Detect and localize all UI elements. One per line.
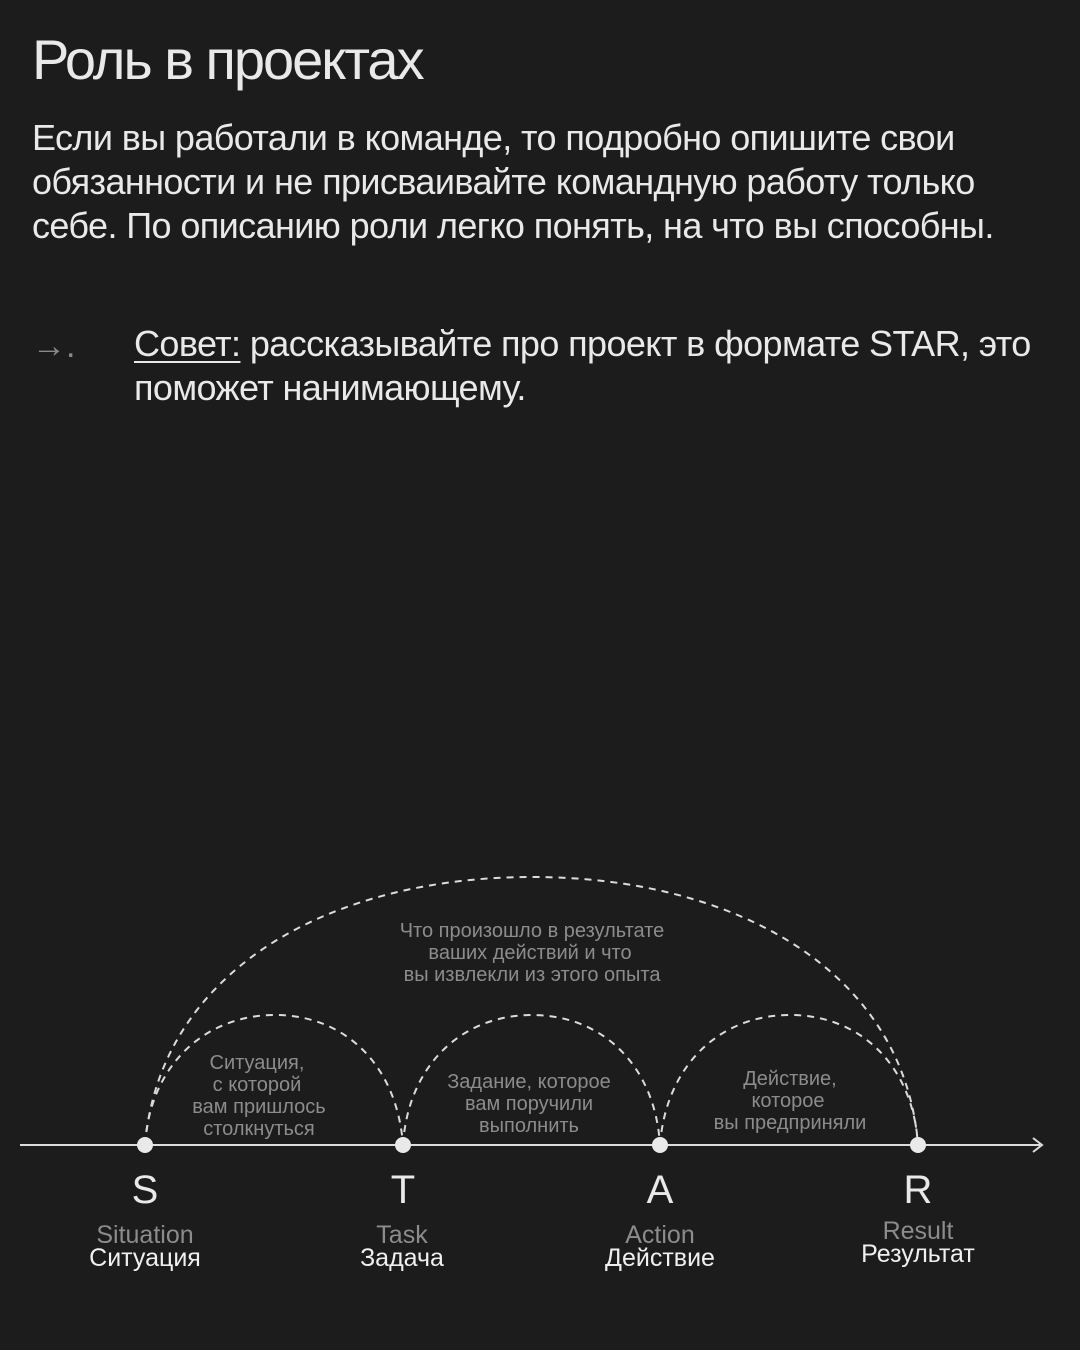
- tip-label: Совет:: [134, 323, 241, 364]
- situation-description: [192, 1052, 325, 1140]
- action-desc-line-1: Действие,: [743, 1068, 837, 1090]
- task-desc-line-1: Задание, которое: [447, 1071, 611, 1093]
- node-task: [395, 1137, 411, 1153]
- step-task: [360, 1168, 444, 1272]
- step-ru-situation: Ситуация: [89, 1244, 201, 1272]
- situation-desc-line-2: с которой: [212, 1074, 302, 1096]
- step-en-situation: Situation: [96, 1221, 194, 1249]
- task-desc-line-3: выполнить: [479, 1115, 579, 1137]
- page-title: Роль в проектах: [32, 28, 423, 91]
- step-en-action: Action: [625, 1221, 695, 1249]
- result-description: [400, 920, 665, 986]
- action-desc-line-2: которое: [751, 1090, 825, 1112]
- task-description: [447, 1071, 611, 1137]
- step-situation: [89, 1168, 201, 1272]
- situation-desc-line-1: Ситуация,: [209, 1052, 305, 1074]
- result-desc-line-3: вы извлекли из этого опыта: [403, 964, 661, 986]
- step-letter-a: A: [646, 1168, 674, 1212]
- task-desc-line-2: вам поручили: [464, 1093, 594, 1115]
- step-letter-s: S: [131, 1168, 159, 1212]
- step-action: [605, 1168, 715, 1272]
- action-description: [714, 1068, 867, 1134]
- action-desc-line-3: вы предприняли: [713, 1112, 867, 1134]
- situation-desc-line-4: столкнуться: [203, 1118, 315, 1140]
- step-en-result: Result: [882, 1217, 954, 1245]
- node-situation: [137, 1137, 153, 1153]
- step-ru-task: Задача: [360, 1244, 444, 1272]
- node-action: [652, 1137, 668, 1153]
- lead-paragraph: Если вы работали в команде, то подробно опишите свои обязанности и не присваивайте командную работу только себе. По описанию роли легко понять, на что вы способны.: [32, 117, 994, 246]
- step-ru-result: Результат: [861, 1240, 975, 1268]
- step-en-task: Task: [376, 1221, 428, 1249]
- tip-text: рассказывайте про проект в формате STAR, это поможет нанимающему.: [134, 323, 1031, 408]
- result-desc-line-2: ваших действий и что: [428, 942, 632, 964]
- step-result: [861, 1168, 975, 1268]
- step-letter-t: T: [390, 1168, 416, 1212]
- result-desc-line-1: Что произошло в результате: [399, 920, 665, 942]
- step-letter-r: R: [903, 1168, 933, 1212]
- situation-desc-line-3: вам пришлось: [192, 1096, 326, 1118]
- node-result: [910, 1137, 926, 1153]
- step-ru-action: Действие: [605, 1244, 715, 1272]
- arrow-right-icon: →.: [32, 327, 76, 365]
